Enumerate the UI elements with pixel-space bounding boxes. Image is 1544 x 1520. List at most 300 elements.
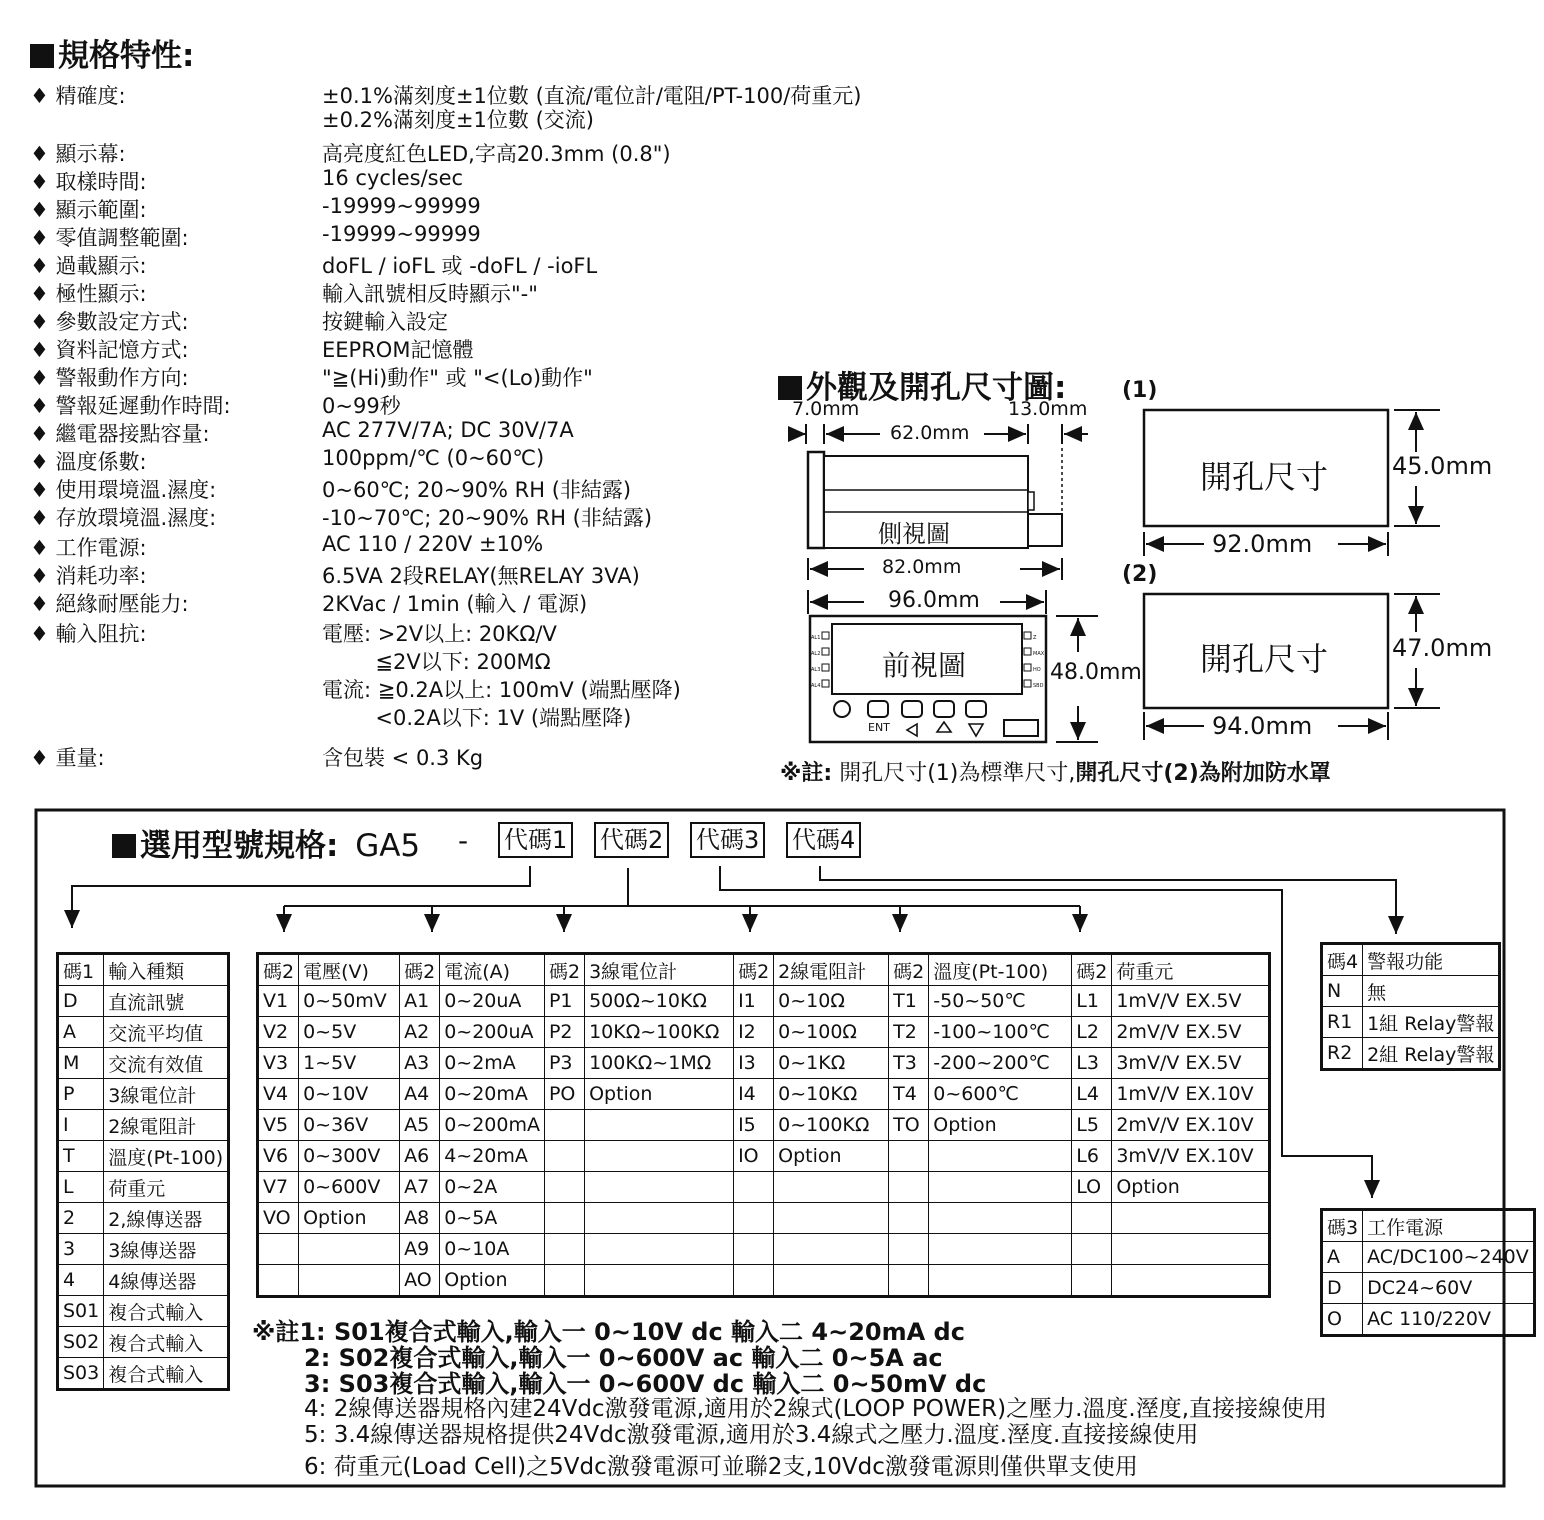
table-cell: 1組 Relay警報 xyxy=(1363,1007,1500,1038)
spec-value: <0.2A以下: 1V (端點壓降) xyxy=(322,706,632,730)
spec-value: -19999~99999 xyxy=(322,194,481,218)
spec-value: "≧(Hi)動作" 或 "<(Lo)動作" xyxy=(322,366,593,390)
table-cell: Option xyxy=(929,1110,1072,1141)
table-cell xyxy=(774,1172,889,1203)
table-cell: A9 xyxy=(400,1234,440,1265)
ent-key-label: ENT xyxy=(868,721,890,734)
header-cell: 碼4 xyxy=(1322,944,1363,976)
table-cell: 0~10A xyxy=(440,1234,545,1265)
spec-value: ≦2V以下: 200MΩ xyxy=(322,650,551,674)
spec-label: ♦ 存放環境溫.濕度: xyxy=(30,506,217,530)
table-cell xyxy=(929,1234,1072,1265)
table-cell: V1 xyxy=(258,986,299,1017)
table-cell: L4 xyxy=(1072,1079,1112,1110)
table-cell xyxy=(258,1234,299,1265)
table-cell xyxy=(1112,1203,1270,1234)
code-box-1: 代碼1 xyxy=(498,822,573,858)
table-cell: 0~1KΩ xyxy=(774,1048,889,1079)
code-box-3: 代碼3 xyxy=(690,822,765,858)
table-cell xyxy=(585,1172,734,1203)
table-cell xyxy=(889,1265,929,1297)
spec-value: AC 277V/7A; DC 30V/7A xyxy=(322,418,574,442)
table-cell xyxy=(734,1265,774,1297)
table-cell: 2組 Relay警報 xyxy=(1363,1038,1500,1070)
alarm-label: AL3 xyxy=(811,667,821,673)
dim-7mm: 7.0mm xyxy=(792,398,860,420)
table-cell: 0~5A xyxy=(440,1203,545,1234)
table-cell: Option xyxy=(585,1079,734,1110)
table-cell: 3mV/V EX.5V xyxy=(1112,1048,1270,1079)
table-row xyxy=(258,1048,1270,1079)
header-cell: 工作電源 xyxy=(1363,1210,1535,1242)
spec-label: ♦ 警報動作方向: xyxy=(30,366,189,390)
header-cell: 輸入種類 xyxy=(104,954,229,986)
cutout-1-number: (1) xyxy=(1122,378,1158,403)
spec-label: ♦ 溫度係數: xyxy=(30,450,147,474)
header-cell: 碼2 xyxy=(258,954,299,986)
code-box-2: 代碼2 xyxy=(594,822,669,858)
table-cell: A8 xyxy=(400,1203,440,1234)
table-cell: A xyxy=(58,1017,104,1048)
diagram-title: 外觀及開孔尺寸圖: xyxy=(778,362,1066,407)
table-cell xyxy=(929,1172,1072,1203)
header-cell: 碼2 xyxy=(400,954,440,986)
spec-value: ±0.2%滿刻度±1位數 (交流) xyxy=(322,108,594,132)
table-row xyxy=(58,1172,229,1203)
table-cell: Option xyxy=(299,1203,400,1234)
table-cell: L3 xyxy=(1072,1048,1112,1079)
header-cell: 電壓(V) xyxy=(299,954,400,986)
table-cell xyxy=(1112,1234,1270,1265)
table-cell: T4 xyxy=(889,1079,929,1110)
spec-label: ♦ 過載顯示: xyxy=(30,254,147,278)
table-cell xyxy=(734,1172,774,1203)
table-row xyxy=(58,1079,229,1110)
table-cell: A2 xyxy=(400,1017,440,1048)
spec-value: -19999~99999 xyxy=(322,222,481,246)
header-cell: 碼3 xyxy=(1322,1210,1363,1242)
table-cell: S03 xyxy=(58,1358,104,1390)
table-cell: L6 xyxy=(1072,1141,1112,1172)
table-cell: A3 xyxy=(400,1048,440,1079)
table-cell: L5 xyxy=(1072,1110,1112,1141)
table-cell: I4 xyxy=(734,1079,774,1110)
table-cell: 複合式輸入 xyxy=(104,1358,229,1390)
table-cell: 3 xyxy=(58,1234,104,1265)
table-cell: 500Ω~10KΩ xyxy=(585,986,734,1017)
table-cell xyxy=(929,1203,1072,1234)
table-cell: I2 xyxy=(734,1017,774,1048)
spec-value: 16 cycles/sec xyxy=(322,166,464,190)
table-cell: TO xyxy=(889,1110,929,1141)
table-cell: I1 xyxy=(734,986,774,1017)
table-cell: 0~2A xyxy=(440,1172,545,1203)
table-cell: 0~10Ω xyxy=(774,986,889,1017)
table-cell: V5 xyxy=(258,1110,299,1141)
table-cell xyxy=(774,1234,889,1265)
table-cell: 10KΩ~100KΩ xyxy=(585,1017,734,1048)
table-cell xyxy=(1072,1203,1112,1234)
table-cell: P xyxy=(58,1079,104,1110)
table-cell: LO xyxy=(1072,1172,1112,1203)
table-cell xyxy=(299,1265,400,1297)
table-row xyxy=(258,1079,1270,1110)
header-cell: 碼1 xyxy=(58,954,104,986)
table-row xyxy=(1322,1038,1500,1070)
model-dash: - xyxy=(458,824,469,857)
spec-label: ♦ 顯示幕: xyxy=(30,142,126,166)
header-cell: 警報功能 xyxy=(1363,944,1500,976)
dim-82mm: 82.0mm xyxy=(882,556,962,578)
table-range xyxy=(256,952,1271,1298)
header-cell: 2線電阻計 xyxy=(774,954,889,986)
table-cell: V3 xyxy=(258,1048,299,1079)
spec-value: 0~60℃; 20~90% RH (非結露) xyxy=(322,478,632,502)
table-cell: T1 xyxy=(889,986,929,1017)
cutout-2-height: 47.0mm xyxy=(1392,634,1493,662)
table-cell: I xyxy=(58,1110,104,1141)
cutout-1-label: 開孔尺寸 xyxy=(1200,458,1329,496)
table-cell xyxy=(929,1141,1072,1172)
table-cell: A4 xyxy=(400,1079,440,1110)
table-cell: V2 xyxy=(258,1017,299,1048)
table-cell: DC24~60V xyxy=(1363,1273,1535,1304)
spec-value: 6.5VA 2段RELAY(無RELAY 3VA) xyxy=(322,564,640,588)
spec-value: 按鍵輸入設定 xyxy=(322,310,448,334)
spec-label: ♦ 使用環境溫.濕度: xyxy=(30,478,217,502)
note-item: ※註1: S01複合式輸入,輸入一 0~10V dc 輸入二 4~20mA dc xyxy=(252,1318,965,1346)
table-cell: 交流平均值 xyxy=(104,1017,229,1048)
spec-label: ♦ 消耗功率: xyxy=(30,564,147,588)
table-cell: 0~10V xyxy=(299,1079,400,1110)
cutout-2-number: (2) xyxy=(1122,562,1158,587)
table-cell: 0~2mA xyxy=(440,1048,545,1079)
table-cell xyxy=(585,1265,734,1297)
table-header xyxy=(258,954,1270,986)
table-cell: 100KΩ~1MΩ xyxy=(585,1048,734,1079)
header-cell: 電流(A) xyxy=(440,954,545,986)
table-row xyxy=(258,1203,1270,1234)
table-cell: 無 xyxy=(1363,976,1500,1007)
table-cell xyxy=(774,1203,889,1234)
table-cell: 0~300V xyxy=(299,1141,400,1172)
table-cell: 0~200uA xyxy=(440,1017,545,1048)
table-cell: PO xyxy=(544,1079,584,1110)
status-label: Z xyxy=(1033,635,1037,641)
table-row xyxy=(58,1327,229,1358)
header-cell: 碼2 xyxy=(734,954,774,986)
note-item: 4: 2線傳送器規格內建24Vdc激發電源,適用於2線式(LOOP POWER)之壓力.溫度.溼度,直接接線使用 xyxy=(304,1396,1328,1422)
dim-13mm: 13.0mm xyxy=(1008,398,1088,420)
table-cell xyxy=(889,1203,929,1234)
table-row xyxy=(58,1234,229,1265)
note-item: 3: S03複合式輸入,輸入一 0~600V dc 輸入二 0~50mV dc xyxy=(304,1370,987,1398)
table-cell xyxy=(585,1141,734,1172)
table-cell xyxy=(544,1234,584,1265)
table-cell: 2mV/V EX.10V xyxy=(1112,1110,1270,1141)
table-cell: L2 xyxy=(1072,1017,1112,1048)
table-alarm xyxy=(1320,942,1501,1071)
table-row xyxy=(58,1048,229,1079)
table-cell: P3 xyxy=(544,1048,584,1079)
table-cell: 0~200mA xyxy=(440,1110,545,1141)
table-cell: 0~100Ω xyxy=(774,1017,889,1048)
header-cell: 碼2 xyxy=(889,954,929,986)
side-bezel xyxy=(808,452,824,548)
table-cell xyxy=(1072,1234,1112,1265)
table-cell xyxy=(734,1234,774,1265)
spec-label: ♦ 工作電源: xyxy=(30,536,147,560)
cutout-2-width: 94.0mm xyxy=(1212,712,1313,740)
header-cell: 碼2 xyxy=(1072,954,1112,986)
table-cell: P2 xyxy=(544,1017,584,1048)
table-cell: M xyxy=(58,1048,104,1079)
table-input-type xyxy=(56,952,230,1391)
table-cell xyxy=(544,1141,584,1172)
code-box-4: 代碼4 xyxy=(786,822,861,858)
table-cell: T3 xyxy=(889,1048,929,1079)
alarm-indicators xyxy=(811,630,820,694)
spec-label: ♦ 絕緣耐壓能力: xyxy=(30,592,189,616)
table-row xyxy=(58,1110,229,1141)
table-cell xyxy=(889,1141,929,1172)
table-row xyxy=(258,1141,1270,1172)
table-cell: 0~100KΩ xyxy=(774,1110,889,1141)
spec-label: ♦ 極性顯示: xyxy=(30,282,147,306)
spec-value: 含包裝 < 0.3 Kg xyxy=(322,746,484,770)
table-cell: AO xyxy=(400,1265,440,1297)
table-cell: 荷重元 xyxy=(104,1172,229,1203)
table-cell: I3 xyxy=(734,1048,774,1079)
table-cell xyxy=(585,1110,734,1141)
table-cell: A7 xyxy=(400,1172,440,1203)
table-cell: 4 xyxy=(58,1265,104,1296)
table-cell: 3線傳送器 xyxy=(104,1234,229,1265)
table-row xyxy=(1322,1007,1500,1038)
table-cell: VO xyxy=(258,1203,299,1234)
alarm-label: AL1 xyxy=(811,635,821,641)
front-view-label: 前視圖 xyxy=(882,649,967,682)
spec-title: 規格特性: xyxy=(30,30,194,75)
spec-value: 輸入訊號相反時顯示"-" xyxy=(322,282,538,306)
table-cell: V6 xyxy=(258,1141,299,1172)
table-row xyxy=(258,986,1270,1017)
table-cell xyxy=(544,1110,584,1141)
table-cell: 2 xyxy=(58,1203,104,1234)
table-cell: 1mV/V EX.5V xyxy=(1112,986,1270,1017)
table-cell: V7 xyxy=(258,1172,299,1203)
spec-label: ♦ 取樣時間: xyxy=(30,170,147,194)
table-cell xyxy=(258,1265,299,1297)
table-cell xyxy=(1072,1265,1112,1297)
table-cell: IO xyxy=(734,1141,774,1172)
table-cell: S02 xyxy=(58,1327,104,1358)
spec-value: 100ppm/℃ (0~60℃) xyxy=(322,446,545,470)
table-cell: 3mV/V EX.10V xyxy=(1112,1141,1270,1172)
table-row xyxy=(58,986,229,1017)
spec-label: ♦ 精確度: xyxy=(30,84,126,108)
table-cell xyxy=(585,1234,734,1265)
table-cell xyxy=(734,1203,774,1234)
table-cell: 複合式輸入 xyxy=(104,1327,229,1358)
status-indicators xyxy=(1033,630,1044,694)
table-cell: R1 xyxy=(1322,1007,1363,1038)
table-cell: 0~20mA xyxy=(440,1079,545,1110)
table-cell: 0~36V xyxy=(299,1110,400,1141)
table-cell: Option xyxy=(1112,1172,1270,1203)
table-cell: 0~10KΩ xyxy=(774,1079,889,1110)
table-cell: A6 xyxy=(400,1141,440,1172)
table-cell: A xyxy=(1322,1242,1363,1273)
dim-48mm: 48.0mm xyxy=(1050,660,1142,685)
table-cell xyxy=(889,1234,929,1265)
table-header xyxy=(58,954,229,986)
alarm-label: AL2 xyxy=(811,651,821,657)
table-cell: AC 110/220V xyxy=(1363,1304,1535,1336)
table-row xyxy=(258,1265,1270,1297)
table-header xyxy=(1322,944,1500,976)
table-row xyxy=(1322,1273,1535,1304)
square-bullet-icon xyxy=(112,834,136,858)
table-cell: T xyxy=(58,1141,104,1172)
table-cell xyxy=(889,1172,929,1203)
table-cell: -100~100℃ xyxy=(929,1017,1072,1048)
spec-value: 2KVac / 1min (輸入 / 電源) xyxy=(322,592,588,616)
table-cell: Option xyxy=(774,1141,889,1172)
table-cell: -50~50℃ xyxy=(929,986,1072,1017)
note-item: 2: S02複合式輸入,輸入一 0~600V ac 輸入二 0~5A ac xyxy=(304,1344,943,1372)
table-cell xyxy=(299,1234,400,1265)
table-row xyxy=(1322,1242,1535,1273)
table-cell: 0~5V xyxy=(299,1017,400,1048)
table-cell: D xyxy=(58,986,104,1017)
table-cell: 溫度(Pt-100) xyxy=(104,1141,229,1172)
table-cell: 0~600℃ xyxy=(929,1079,1072,1110)
note-item: 5: 3.4線傳送器規格提供24Vdc激發電源,適用於3.4線式之壓力.溫度.溼度.直接接線使用 xyxy=(304,1422,1199,1448)
spec-value: ±0.1%滿刻度±1位數 (直流/電位計/電阻/PT-100/荷重元) xyxy=(322,84,862,108)
status-label: HO xyxy=(1033,667,1041,673)
table-cell xyxy=(585,1203,734,1234)
spec-label: ♦ 重量: xyxy=(30,746,105,770)
table-cell: -200~200℃ xyxy=(929,1048,1072,1079)
table-cell: 複合式輸入 xyxy=(104,1296,229,1327)
table-cell: 2mV/V EX.5V xyxy=(1112,1017,1270,1048)
table-row xyxy=(58,1203,229,1234)
table-cell: 直流訊號 xyxy=(104,986,229,1017)
table-cell: N xyxy=(1322,976,1363,1007)
table-cell: L1 xyxy=(1072,986,1112,1017)
cutout-2-label: 開孔尺寸 xyxy=(1200,640,1329,678)
table-cell: A1 xyxy=(400,986,440,1017)
spec-value: 電流: ≧0.2A以上: 100mV (端點壓降) xyxy=(322,678,681,702)
note-item: 6: 荷重元(Load Cell)之5Vdc激發電源可並聯2支,10Vdc激發電源則僅供單支使用 xyxy=(304,1454,1138,1480)
table-cell: 2,線傳送器 xyxy=(104,1203,229,1234)
header-cell: 碼2 xyxy=(544,954,584,986)
table-row xyxy=(58,1265,229,1296)
table-row xyxy=(1322,976,1500,1007)
spec-value: doFL / ioFL 或 -doFL / -ioFL xyxy=(322,254,598,278)
dim-62mm: 62.0mm xyxy=(890,422,970,444)
spec-value: -10~70℃; 20~90% RH (非結露) xyxy=(322,506,653,530)
spec-label: ♦ 資料記憶方式: xyxy=(30,338,189,362)
spec-value: EEPROM記憶體 xyxy=(322,338,474,362)
spec-label: ♦ 繼電器接點容量: xyxy=(30,422,210,446)
table-row xyxy=(258,1017,1270,1048)
table-row xyxy=(58,1017,229,1048)
table-row xyxy=(258,1172,1270,1203)
table-cell: A5 xyxy=(400,1110,440,1141)
table-row xyxy=(258,1234,1270,1265)
cutout-1-height: 45.0mm xyxy=(1392,452,1493,480)
table-cell: 4線傳送器 xyxy=(104,1265,229,1296)
table-cell: 1mV/V EX.10V xyxy=(1112,1079,1270,1110)
diagram-note: ※註: 開孔尺寸(1)為標準尺寸,開孔尺寸(2)為附加防水罩 xyxy=(780,761,1331,786)
table-cell: L xyxy=(58,1172,104,1203)
spec-value: AC 110 / 220V ±10% xyxy=(322,532,544,556)
table-cell: 4~20mA xyxy=(440,1141,545,1172)
dim-96mm: 96.0mm xyxy=(888,588,980,613)
header-cell: 3線電位計 xyxy=(585,954,734,986)
status-label: MAX xyxy=(1033,651,1045,657)
spec-label: ♦ 參數設定方式: xyxy=(30,310,189,334)
table-cell xyxy=(544,1203,584,1234)
table-power xyxy=(1320,1208,1536,1337)
spec-label: ♦ 輸入阻抗: xyxy=(30,622,147,646)
table-cell: AC/DC100~240V xyxy=(1363,1242,1535,1273)
table-cell: S01 xyxy=(58,1296,104,1327)
table-cell: 3線電位計 xyxy=(104,1079,229,1110)
table-cell xyxy=(929,1265,1072,1297)
table-row xyxy=(58,1296,229,1327)
table-cell xyxy=(774,1265,889,1297)
table-cell: 交流有效值 xyxy=(104,1048,229,1079)
table-cell: T2 xyxy=(889,1017,929,1048)
cutout-1-width: 92.0mm xyxy=(1212,530,1313,558)
table-cell: P1 xyxy=(544,986,584,1017)
spec-value: 電壓: >2V以上: 20KΩ/V xyxy=(322,622,557,646)
table-row xyxy=(1322,1304,1535,1336)
status-label: SBD xyxy=(1033,683,1044,689)
spec-label: ♦ 警報延遲動作時間: xyxy=(30,394,231,418)
table-header xyxy=(1322,1210,1535,1242)
table-cell: V4 xyxy=(258,1079,299,1110)
table-cell: O xyxy=(1322,1304,1363,1336)
table-cell xyxy=(544,1265,584,1297)
table-cell: 1~5V xyxy=(299,1048,400,1079)
header-cell: 溫度(Pt-100) xyxy=(929,954,1072,986)
table-cell: 0~600V xyxy=(299,1172,400,1203)
header-cell: 荷重元 xyxy=(1112,954,1270,986)
alarm-label: AL4 xyxy=(811,683,821,689)
table-row xyxy=(58,1358,229,1390)
table-cell: R2 xyxy=(1322,1038,1363,1070)
table-cell: I5 xyxy=(734,1110,774,1141)
table-cell: 0~20uA xyxy=(440,986,545,1017)
table-cell: Option xyxy=(440,1265,545,1297)
table-row xyxy=(258,1110,1270,1141)
spec-label: ♦ 顯示範圍: xyxy=(30,198,147,222)
table-cell: 2線電阻計 xyxy=(104,1110,229,1141)
spec-value: 0~99秒 xyxy=(322,394,401,418)
spec-value: 高亮度紅色LED,字高20.3mm (0.8") xyxy=(322,142,671,166)
table-cell: D xyxy=(1322,1273,1363,1304)
table-cell xyxy=(1112,1265,1270,1297)
model-title: 選用型號規格: GA5 xyxy=(112,820,420,865)
table-row xyxy=(58,1141,229,1172)
spec-label: ♦ 零值調整範圍: xyxy=(30,226,189,250)
table-cell: 0~50mV xyxy=(299,986,400,1017)
side-view-label: 側視圖 xyxy=(878,520,950,548)
